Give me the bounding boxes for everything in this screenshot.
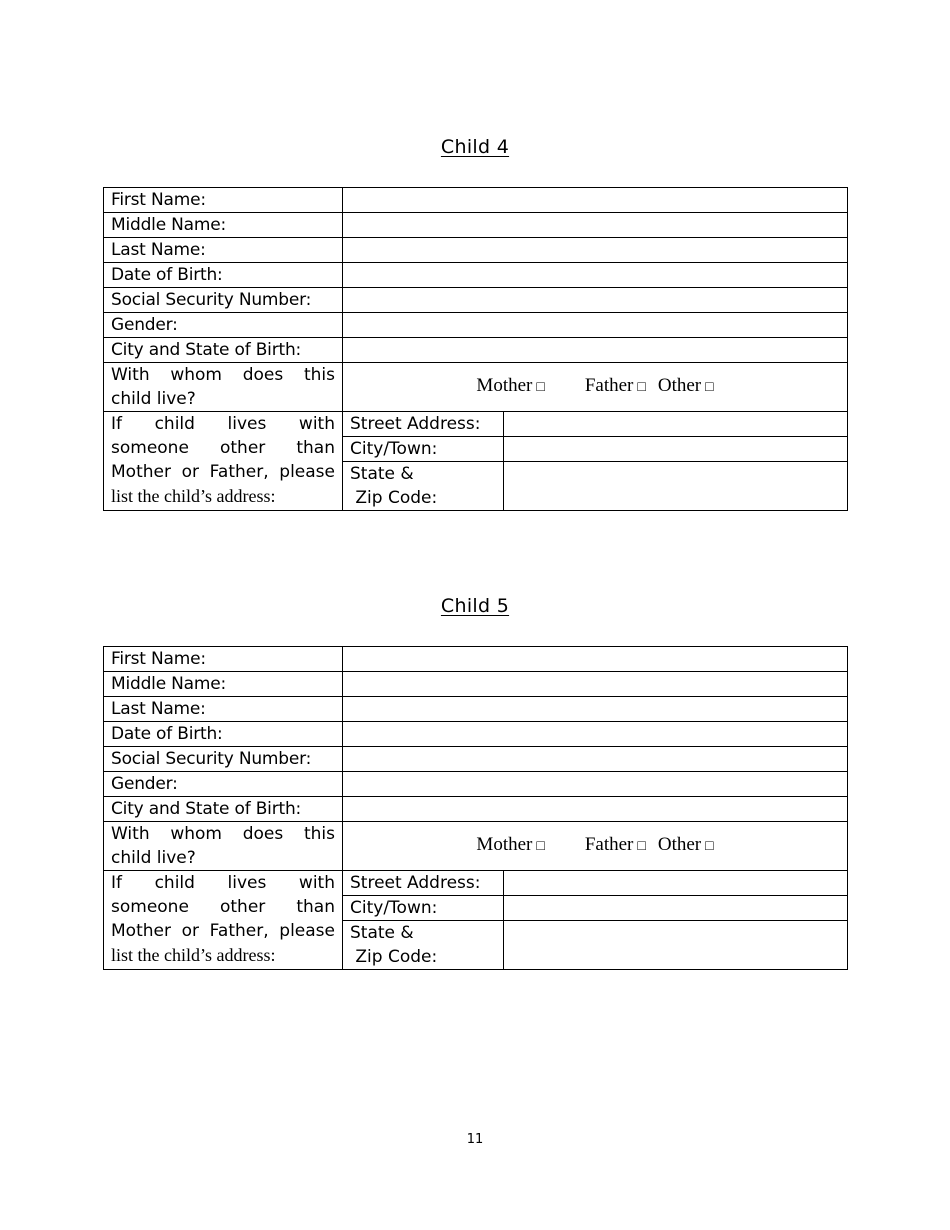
gender-row [104, 772, 848, 797]
address-instruction-line4: list the child’s address: [111, 945, 276, 965]
ssn-field[interactable] [343, 747, 848, 772]
option-mother[interactable] [476, 833, 544, 859]
lives-with-options [343, 363, 848, 412]
address-instruction-line1: If child lives with [111, 414, 335, 434]
first-name-row [104, 188, 848, 213]
birth-place-field[interactable] [343, 338, 848, 363]
birth-place-label: City and State of Birth: [104, 797, 343, 822]
ssn-field[interactable] [343, 288, 848, 313]
option-other[interactable] [658, 374, 714, 400]
street-address-label: Street Address: [343, 871, 504, 896]
address-instruction-line2: someone other than [111, 897, 335, 917]
section-title-child-4: Child 4 [440, 136, 510, 158]
option-father[interactable] [585, 374, 646, 400]
last-name-row [104, 697, 848, 722]
state-zip-label [343, 921, 504, 970]
lives-with-label [104, 822, 343, 871]
middle-name-row [104, 672, 848, 697]
city-town-field[interactable] [504, 896, 848, 921]
option-father-label: Father [584, 375, 634, 396]
option-other-label: Other [657, 375, 702, 396]
first-name-label: First Name: [104, 188, 343, 213]
address-instruction-line1: If child lives with [111, 873, 335, 893]
state-zip-label [343, 462, 504, 511]
address-instruction-label [104, 871, 343, 970]
page-number: 11 [466, 1132, 484, 1147]
street-address-field[interactable] [504, 871, 848, 896]
last-name-row [104, 238, 848, 263]
checkbox-icon[interactable]: □ [705, 380, 714, 395]
middle-name-label: Middle Name: [104, 213, 343, 238]
gender-row [104, 313, 848, 338]
birth-place-row [104, 338, 848, 363]
option-father-label: Father [584, 834, 634, 855]
child-4-form-table [103, 187, 848, 511]
option-other-label: Other [657, 834, 702, 855]
date-of-birth-field[interactable] [343, 263, 848, 288]
gender-label: Gender: [104, 772, 343, 797]
street-address-row [104, 871, 848, 896]
first-name-label: First Name: [104, 647, 343, 672]
street-address-row [104, 412, 848, 437]
address-instruction-line2: someone other than [111, 438, 335, 458]
city-town-label: City/Town: [343, 437, 504, 462]
zip-code-label: Zip Code: [350, 488, 438, 508]
lives-with-label-line1: With whom does this [111, 824, 335, 844]
date-of-birth-label: Date of Birth: [104, 263, 343, 288]
option-other[interactable] [658, 833, 714, 859]
child-5-form-table [103, 646, 848, 970]
lives-with-row [104, 363, 848, 412]
option-father[interactable] [585, 833, 646, 859]
first-name-row [104, 647, 848, 672]
middle-name-row [104, 213, 848, 238]
middle-name-field[interactable] [343, 213, 848, 238]
street-address-field[interactable] [504, 412, 848, 437]
ssn-row [104, 288, 848, 313]
first-name-field[interactable] [343, 647, 848, 672]
state-label: State & [350, 923, 414, 943]
date-of-birth-row [104, 722, 848, 747]
birth-place-field[interactable] [343, 797, 848, 822]
street-address-label: Street Address: [343, 412, 504, 437]
checkbox-icon[interactable]: □ [637, 839, 646, 854]
lives-with-label [104, 363, 343, 412]
last-name-label: Last Name: [104, 238, 343, 263]
state-zip-field[interactable] [504, 921, 848, 970]
address-instruction-label [104, 412, 343, 511]
option-mother[interactable] [476, 374, 544, 400]
option-mother-label: Mother [476, 375, 533, 396]
city-town-label: City/Town: [343, 896, 504, 921]
lives-with-options [343, 822, 848, 871]
birth-place-row [104, 797, 848, 822]
state-zip-field[interactable] [504, 462, 848, 511]
gender-label: Gender: [104, 313, 343, 338]
last-name-field[interactable] [343, 238, 848, 263]
lives-with-label-line2: child live? [111, 389, 196, 409]
city-town-field[interactable] [504, 437, 848, 462]
gender-field[interactable] [343, 313, 848, 338]
checkbox-icon[interactable]: □ [637, 380, 646, 395]
middle-name-field[interactable] [343, 672, 848, 697]
date-of-birth-label: Date of Birth: [104, 722, 343, 747]
address-instruction-line3: Mother or Father, please [111, 462, 335, 482]
address-instruction-line4: list the child’s address: [111, 486, 276, 506]
checkbox-icon[interactable]: □ [536, 839, 545, 854]
zip-code-label: Zip Code: [350, 947, 438, 967]
lives-with-row [104, 822, 848, 871]
first-name-field[interactable] [343, 188, 848, 213]
lives-with-label-line2: child live? [111, 848, 196, 868]
date-of-birth-row [104, 263, 848, 288]
last-name-label: Last Name: [104, 697, 343, 722]
option-mother-label: Mother [476, 834, 533, 855]
date-of-birth-field[interactable] [343, 722, 848, 747]
last-name-field[interactable] [343, 697, 848, 722]
checkbox-icon[interactable]: □ [536, 380, 545, 395]
ssn-label: Social Security Number: [104, 747, 343, 772]
middle-name-label: Middle Name: [104, 672, 343, 697]
lives-with-label-line1: With whom does this [111, 365, 335, 385]
birth-place-label: City and State of Birth: [104, 338, 343, 363]
state-label: State & [350, 464, 414, 484]
ssn-label: Social Security Number: [104, 288, 343, 313]
checkbox-icon[interactable]: □ [705, 839, 714, 854]
gender-field[interactable] [343, 772, 848, 797]
address-instruction-line3: Mother or Father, please [111, 921, 335, 941]
ssn-row [104, 747, 848, 772]
section-title-child-5: Child 5 [440, 595, 510, 617]
